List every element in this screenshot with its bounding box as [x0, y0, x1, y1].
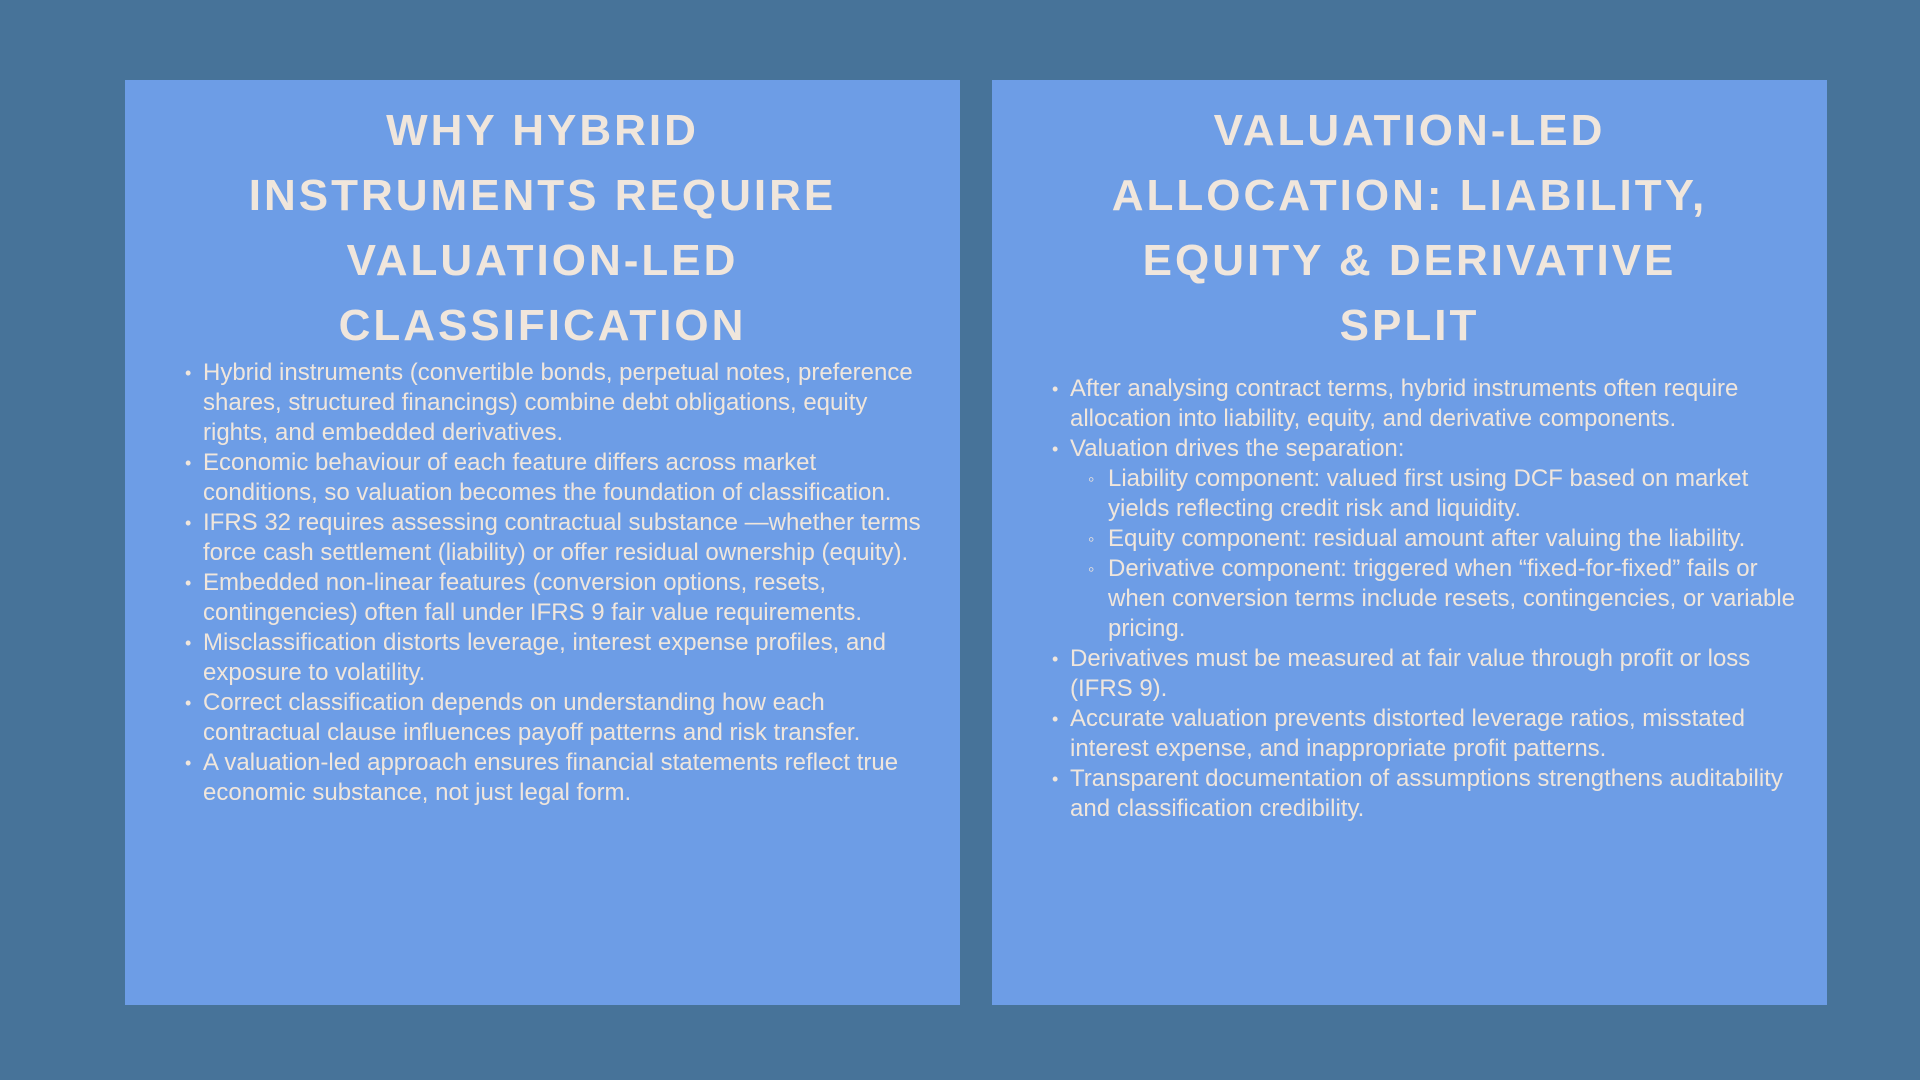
- list-item: • After analysing contract terms, hybrid instruments often require allocation into liability, equity, and derivative components.: [1054, 374, 1797, 434]
- list-item: • Economic behaviour of each feature differs across market conditions, so valuation becomes the foundation of classification.: [187, 448, 930, 508]
- title-line: VALUATION-LED: [1213, 106, 1606, 155]
- list-item: • Misclassification distorts leverage, interest expense profiles, and exposure to volatility.: [187, 628, 930, 688]
- sub-list-item: ◦ Equity component: residual amount after valuing the liability.: [1054, 524, 1797, 554]
- right-panel-title: [1022, 98, 1797, 358]
- list-item: • Accurate valuation prevents distorted leverage ratios, misstated interest expense, and inappropriate profit patterns.: [1054, 704, 1797, 764]
- list-item: • Valuation drives the separation:: [1054, 434, 1797, 464]
- list-item: • Correct classification depends on understanding how each contractual clause influences payoff patterns and risk transfer.: [187, 688, 930, 748]
- sub-list-item: ◦ Derivative component: triggered when “fixed-for-fixed” fails or when conversion terms include resets, contingencies, or variable pricing.: [1054, 554, 1797, 644]
- title-line: SPLIT: [1339, 301, 1480, 350]
- title-line: VALUATION-LED: [346, 236, 739, 285]
- right-panel: [992, 80, 1827, 1005]
- left-panel-title: [155, 98, 930, 358]
- sub-list-item: ◦ Liability component: valued first using DCF based on market yields reflecting credit risk and liquidity.: [1054, 464, 1797, 524]
- list-item: • IFRS 32 requires assessing contractual substance —whether terms force cash settlement (liability) or offer residual ownership (equity).: [187, 508, 930, 568]
- right-bullet-list: [1022, 374, 1797, 824]
- title-line: EQUITY & DERIVATIVE: [1142, 236, 1677, 285]
- list-item: • A valuation-led approach ensures financial statements reflect true economic substance, not just legal form.: [187, 748, 930, 808]
- list-item: • Derivatives must be measured at fair value through profit or loss (IFRS 9).: [1054, 644, 1797, 704]
- title-line: INSTRUMENTS REQUIRE: [248, 171, 837, 220]
- left-panel: [125, 80, 960, 1005]
- left-bullet-list: [155, 358, 930, 808]
- title-line: CLASSIFICATION: [338, 301, 747, 350]
- list-item: • Transparent documentation of assumptions strengthens auditability and classification credibility.: [1054, 764, 1797, 824]
- list-item: • Hybrid instruments (convertible bonds, perpetual notes, preference shares, structured financings) combine debt obligations, equity rights, and embedded derivatives.: [187, 358, 930, 448]
- title-line: WHY HYBRID: [386, 106, 699, 155]
- title-line: ALLOCATION: LIABILITY,: [1111, 171, 1708, 220]
- list-item: • Embedded non-linear features (conversion options, resets, contingencies) often fall under IFRS 9 fair value requirements.: [187, 568, 930, 628]
